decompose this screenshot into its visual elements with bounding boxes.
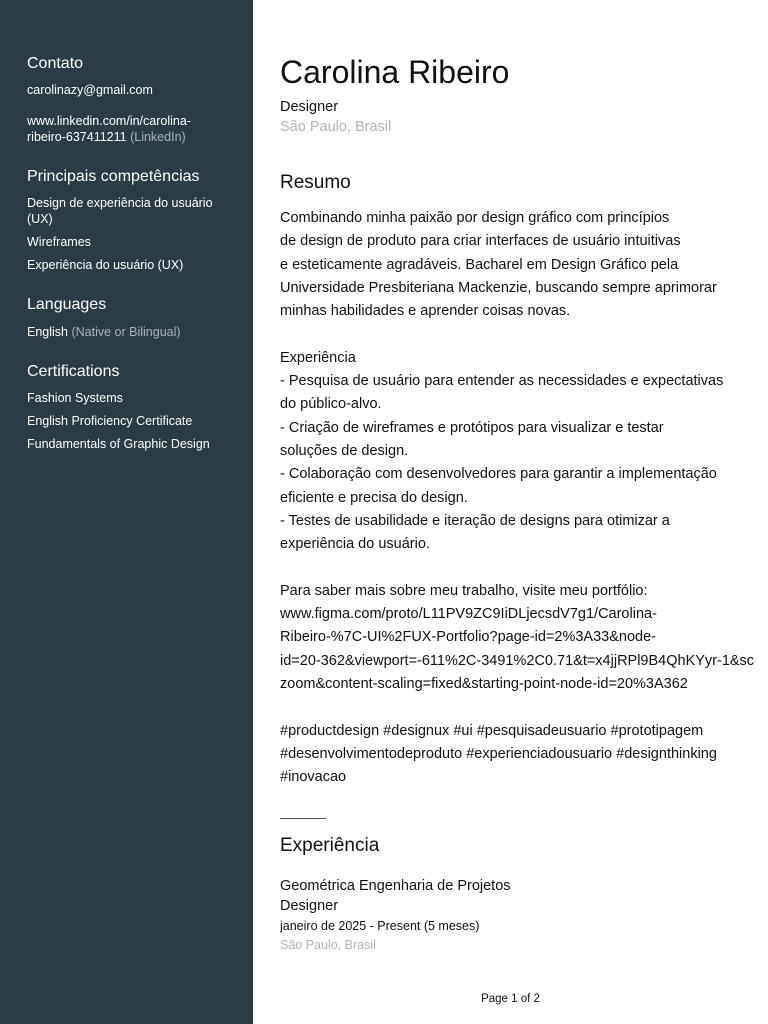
summary-line: - Criação de wireframes e protótipos para visualizar e testar — [280, 419, 664, 436]
summary-line — [280, 323, 768, 346]
profile-name: Carolina Ribeiro — [280, 54, 510, 90]
summary-line: - Colaboração com desenvolvedores para garantir a implementação — [280, 466, 717, 483]
language-level: (Native or Bilingual) — [71, 324, 181, 339]
summary-line: soluções de design. — [280, 442, 409, 459]
skill-item: Experiência do usuário (UX) — [27, 258, 184, 273]
job-role: Designer — [280, 898, 339, 915]
skill-item: Wireframes — [27, 235, 91, 250]
email-link[interactable]: carolinazy@gmail.com — [27, 83, 153, 98]
job-entry — [280, 876, 768, 954]
certifications-section — [27, 362, 233, 452]
summary-line: Combinando minha paixão por design gráfico com princípios — [280, 210, 670, 226]
summary-line: eficiente e precisa do design. — [280, 489, 468, 506]
linkedin-label: (LinkedIn) — [130, 130, 186, 145]
linkedin-url-line1: www.linkedin.com/in/carolina- — [27, 114, 191, 129]
certification-item: Fundamentals of Graphic Design — [27, 436, 210, 451]
languages-section — [27, 295, 233, 339]
summary-line: - Testes de usabilidade e iteração de designs para otimizar a — [280, 512, 670, 529]
job-dates: janeiro de 2025 - Present (5 meses) — [280, 919, 480, 934]
contact-heading: Contato — [27, 55, 84, 72]
linkedin-url-line2: ribeiro-637411211 — [27, 130, 127, 145]
section-divider — [280, 818, 326, 819]
summary-line: #productdesign #designux #ui #pesquisadeusuario #prototipagem — [280, 722, 704, 739]
summary-line: Para saber mais sobre meu trabalho, visite meu portfólio: — [280, 582, 648, 599]
main-content — [280, 52, 768, 954]
summary-line: de design de produto para criar interfaces de usuário intuitivas — [280, 233, 681, 250]
profile-location: São Paulo, Brasil — [280, 119, 392, 135]
summary-line: experiência do usuário. — [280, 536, 430, 553]
skills-section — [27, 167, 233, 273]
certifications-heading: Certifications — [27, 362, 120, 380]
summary-line: Experiência — [280, 349, 356, 366]
summary-body — [280, 207, 768, 789]
summary-line: Ribeiro-%7C-UI%2FUX-Portfolio?page-id=2%3A33&node- — [280, 629, 656, 646]
job-company: Geométrica Engenharia de Projetos — [280, 878, 511, 895]
skill-item: Design de experiência do usuário (UX) — [27, 196, 213, 227]
summary-heading: Resumo — [280, 172, 351, 193]
summary-line: zoom&content-scaling=fixed&starting-point-node-id=20%3A362 — [280, 675, 688, 692]
summary-line: #desenvolvimentodeproduto #experienciadousuario #designthinking — [280, 745, 717, 762]
language-name: English — [27, 324, 68, 339]
summary-line: do público-alvo. — [280, 396, 382, 413]
contact-section — [27, 54, 233, 145]
summary-line: Universidade Presbiteriana Mackenzie, buscando sempre aprimorar — [280, 279, 717, 296]
languages-heading: Languages — [27, 296, 107, 314]
summary-line — [280, 556, 768, 579]
linkedin-link[interactable] — [27, 113, 233, 145]
summary-line — [280, 696, 768, 719]
summary-line: #inovacao — [280, 769, 347, 786]
profile-title: Designer — [280, 99, 339, 115]
summary-line: www.figma.com/proto/L11PV9ZC9IiDLjecsdV7g1/Carolina- — [280, 606, 657, 623]
job-location: São Paulo, Brasil — [280, 938, 376, 953]
language-item — [27, 324, 233, 340]
summary-line: minhas habilidades e aprender coisas novas. — [280, 303, 571, 320]
page-number: Page 1 of 2 — [481, 993, 540, 1005]
experience-heading: Experiência — [280, 835, 380, 857]
sidebar — [0, 0, 253, 1024]
certification-item: Fashion Systems — [27, 390, 123, 405]
summary-line: - Pesquisa de usuário para entender as necessidades e expectativas — [280, 373, 724, 390]
summary-line: id=20-362&viewport=-611%2C-3491%2C0.71&t=x4jjRPl9B4QhKYyr-1&sc — [280, 652, 755, 669]
skills-heading: Principais competências — [27, 168, 200, 186]
certification-item: English Proficiency Certificate — [27, 413, 193, 428]
summary-line: e esteticamente agradáveis. Bacharel em Design Gráfico pela — [280, 256, 679, 273]
